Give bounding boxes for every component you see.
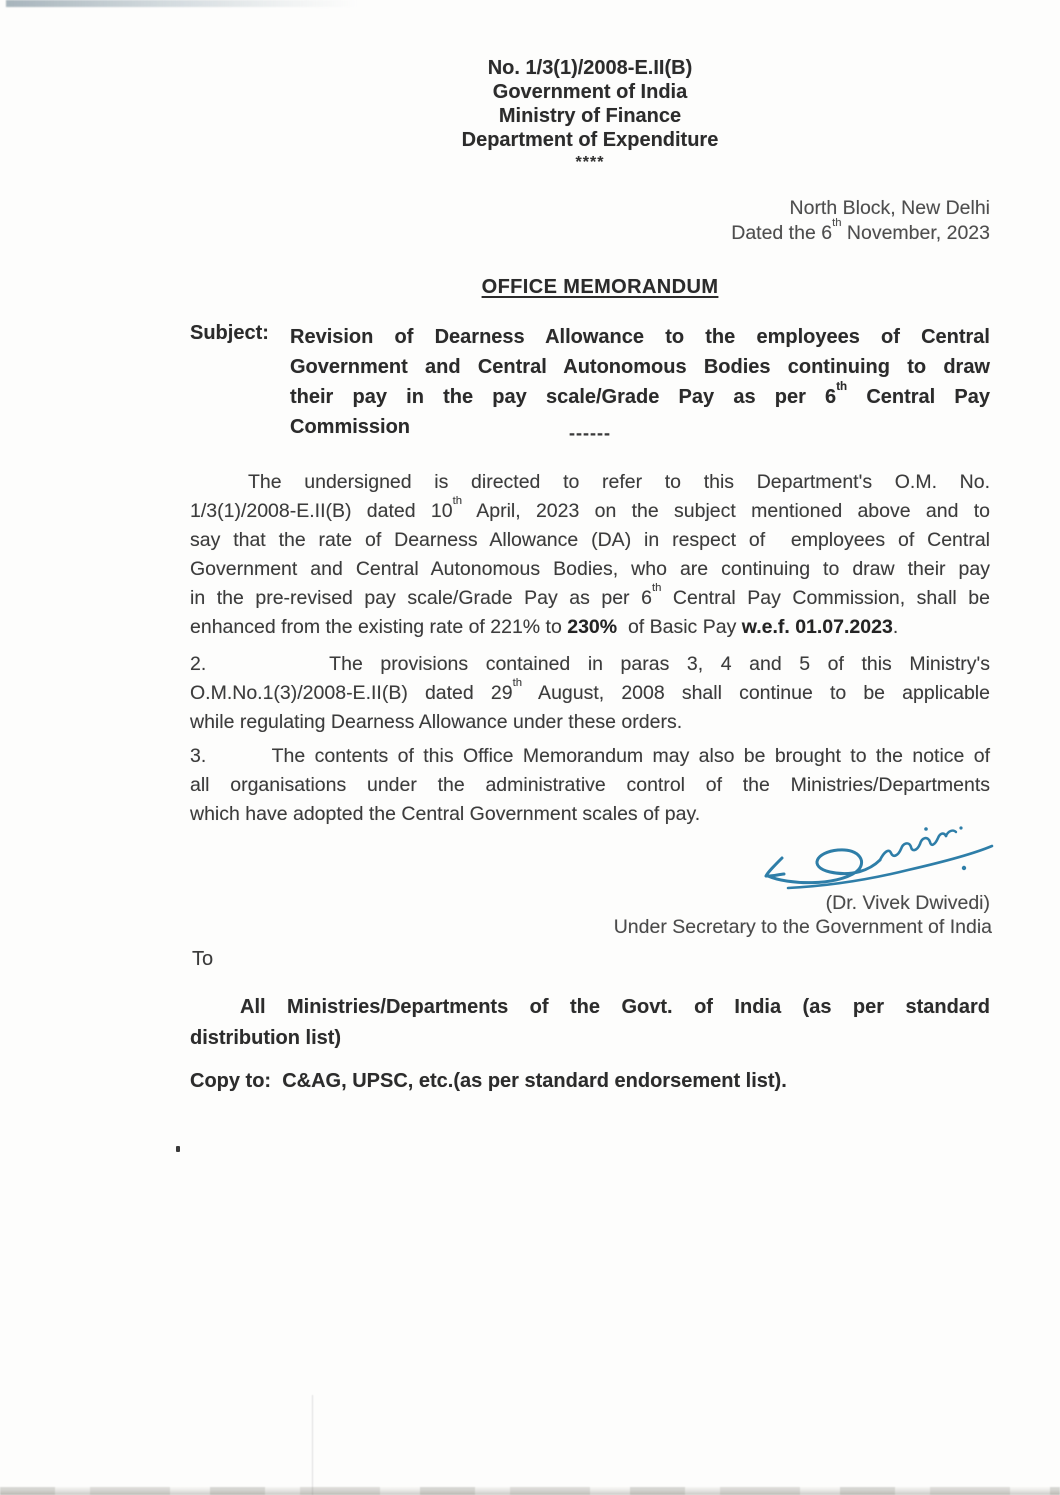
- scan-crease: [312, 1395, 313, 1495]
- distribution-paragraph: [190, 992, 990, 1054]
- text-line: O.M.No.1(3)/2008-E.II(B) dated 29th August, 2008 shall continue to be applicable: [190, 676, 990, 704]
- scan-smudge-top: [6, 0, 358, 7]
- text-line: The undersigned is directed to refer to this Department's O.M. No.: [248, 471, 990, 493]
- dateline-block: [731, 196, 990, 246]
- paragraph-2: [190, 650, 990, 737]
- org-lines: [190, 80, 990, 152]
- text-line: 3. The contents of this Office Memorandum may also be brought to the notice of: [190, 745, 990, 767]
- text-line: Revision of Dearness Allowance to the employees of Central: [290, 326, 990, 348]
- text-line: say that the rate of Dearness Allowance (DA) in respect of employees of Central: [190, 529, 990, 551]
- signer-name: (Dr. Vivek Dwivedi): [825, 892, 990, 914]
- signer-title: Under Secretary to the Government of India: [613, 916, 992, 938]
- text-line: distribution list): [190, 1027, 342, 1049]
- text-line: their pay in the pay scale/Grade Pay as per 6th Central Pay: [290, 379, 990, 408]
- reference-number: No. 1/3(1)/2008-E.II(B): [487, 57, 693, 79]
- text-line: Ministry of Finance: [498, 105, 682, 127]
- text-line: in the pre-revised pay scale/Grade Pay as per 6th Central Pay Commission, shall be: [190, 581, 990, 609]
- place-line: North Block, New Delhi: [789, 197, 990, 219]
- memo-title: OFFICE MEMORANDUM: [481, 276, 719, 298]
- ink-dot-artifact: [176, 1146, 180, 1152]
- text-line: enhanced from the existing rate of 221% to 230% of Basic Pay w.e.f. 01.07.2023.: [190, 616, 899, 638]
- text-line: Government and Central Autonomous Bodies continuing to draw: [290, 356, 990, 378]
- scan-edge-bottom: [0, 1487, 1060, 1495]
- text-line: Government of India: [492, 81, 688, 103]
- stars-separator: ****: [575, 154, 605, 171]
- text-line: all organisations under the administrative control of the Ministries/Departments: [190, 774, 990, 796]
- signature-scribble-icon: [758, 824, 998, 890]
- paragraph-1: [190, 468, 990, 642]
- date-line: Dated the 6th November, 2023: [731, 216, 990, 244]
- to-label: To: [192, 948, 214, 970]
- copy-to-line: Copy to: C&AG, UPSC, etc.(as per standard endorsement list).: [190, 1070, 787, 1092]
- text-line: 2. The provisions contained in paras 3, 4 and 5 of this Ministry's: [190, 653, 990, 675]
- text-line: while regulating Dearness Allowance under these orders.: [190, 711, 683, 733]
- text-line: Government and Central Autonomous Bodies, who are continuing to draw their pay: [190, 558, 990, 580]
- text-line: All Ministries/Departments of the Govt. of India (as per standard: [240, 996, 990, 1018]
- subject-label: Subject:: [190, 322, 269, 344]
- subject-divider: ------: [569, 423, 611, 443]
- text-line: which have adopted the Central Government scales of pay.: [190, 803, 701, 825]
- text-line: Department of Expenditure: [461, 129, 719, 151]
- text-line: 1/3(1)/2008-E.II(B) dated 10th April, 2023 on the subject mentioned above and to: [190, 494, 990, 522]
- text-line: Commission: [290, 416, 411, 438]
- letterhead: [190, 56, 990, 172]
- paragraph-3: [190, 742, 990, 829]
